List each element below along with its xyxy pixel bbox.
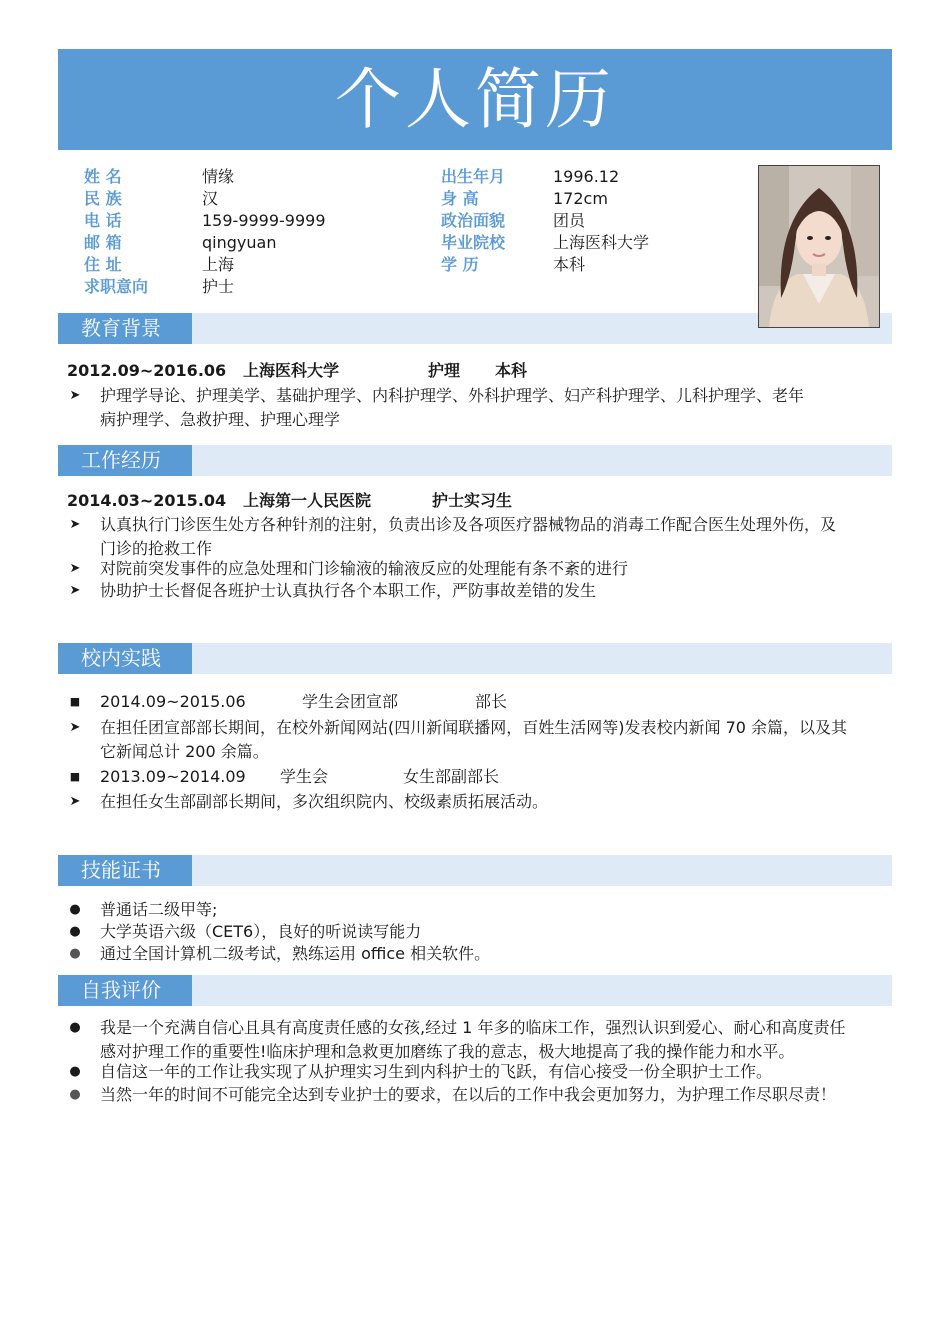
campus-entry-1-desc [100, 716, 890, 764]
info-value-degree: 本科 [553, 255, 586, 274]
dot-bullet-icon: ● [69, 902, 81, 917]
square-bullet-icon: ■ [69, 695, 81, 708]
campus-entry-2-org: 学生会 [280, 767, 329, 786]
arrow-bullet-icon: ➤ [69, 720, 81, 735]
arrow-bullet-icon: ➤ [69, 388, 81, 403]
self-item-3: 当然一年的时间不可能完全达到专业护士的要求，在以后的工作中我会更加努力，为护理工作尽职尽责！ [100, 1085, 837, 1104]
education-courses [100, 384, 890, 432]
education-period: 2012.09~2016.06 [67, 361, 227, 380]
info-value-name: 情缘 [202, 167, 235, 186]
info-label-degree: 学 历 [441, 255, 479, 274]
skill-item-3: 通过全国计算机二级考试，熟练运用 office 相关软件。 [100, 944, 491, 963]
portrait-icon [759, 166, 879, 327]
work-item-1-line2: 门诊的抢救工作 [100, 539, 213, 558]
arrow-bullet-icon: ➤ [69, 583, 81, 598]
education-courses-line1: 护理学导论、护理美学、基础护理学、内科护理学、外科护理学、妇产科护理学、儿科护理学、老年 [100, 386, 805, 405]
education-section-title: 教育背景 [58, 313, 192, 344]
info-label-height: 身 高 [441, 189, 479, 208]
dot-bullet-icon: ● [69, 1064, 81, 1079]
self-item-1-line1: 我是一个充满自信心且具有高度责任感的女孩,经过 1 年多的临床工作，强烈认识到爱心、耐心和高度责任 [100, 1018, 846, 1037]
skills-section-title: 技能证书 [58, 855, 192, 886]
info-label-political: 政治面貌 [441, 211, 506, 230]
info-label-objective: 求职意向 [84, 277, 149, 296]
campus-entry-1-desc-line2: 它新闻总计 200 余篇。 [100, 742, 269, 761]
page-title: 个人简历 [58, 49, 892, 150]
self-item-1 [100, 1016, 890, 1064]
dot-bullet-icon: ● [69, 1087, 81, 1102]
work-item-1 [100, 513, 890, 561]
profile-photo [758, 165, 880, 328]
work-position: 护士实习生 [432, 491, 513, 510]
campus-entry-1-role: 部长 [475, 692, 508, 711]
dot-bullet-icon: ● [69, 946, 81, 961]
campus-entry-2-role: 女生部副部长 [403, 767, 500, 786]
info-value-email: qingyuan [202, 233, 277, 252]
campus-entry-2-period: 2013.09~2014.09 [100, 767, 246, 786]
arrow-bullet-icon: ➤ [69, 794, 81, 809]
info-value-political: 团员 [553, 211, 586, 230]
education-school: 上海医科大学 [243, 361, 340, 380]
info-label-email: 邮 箱 [84, 233, 122, 252]
campus-entry-1-desc-line1: 在担任团宣部部长期间，在校外新闻网站(四川新闻联播网，百姓生活网等)发表校内新闻 70 余篇，以及其 [100, 718, 848, 737]
work-item-1-line1: 认真执行门诊医生处方各种针剂的注射，负责出诊及各项医疗器械物品的消毒工作配合医生处理外伤，及 [100, 515, 837, 534]
info-value-objective: 护士 [202, 277, 235, 296]
arrow-bullet-icon: ➤ [69, 561, 81, 576]
info-label-school: 毕业院校 [441, 233, 506, 252]
work-company: 上海第一人民医院 [243, 491, 372, 510]
campus-entry-1-org: 学生会团宣部 [302, 692, 399, 711]
dot-bullet-icon: ● [69, 924, 81, 939]
work-item-3: 协助护士长督促各班护士认真执行各个本职工作，严防事故差错的发生 [100, 581, 597, 600]
info-label-phone: 电 话 [84, 211, 122, 230]
info-value-height: 172cm [553, 189, 608, 208]
info-value-ethnicity: 汉 [202, 189, 219, 208]
self-section-title: 自我评价 [58, 975, 192, 1006]
info-value-birth: 1996.12 [553, 167, 620, 186]
education-courses-line2: 病护理学、急救护理、护理心理学 [100, 410, 341, 429]
info-label-birth: 出生年月 [441, 167, 506, 186]
education-degree: 本科 [495, 361, 528, 380]
info-label-ethnicity: 民 族 [84, 189, 122, 208]
work-section-title: 工作经历 [58, 445, 192, 476]
campus-entry-1-period: 2014.09~2015.06 [100, 692, 246, 711]
info-value-school: 上海医科大学 [553, 233, 650, 252]
work-item-2: 对院前突发事件的应急处理和门诊输液的输液反应的处理能有条不紊的进行 [100, 559, 629, 578]
skill-item-1: 普通话二级甲等; [100, 900, 218, 919]
skill-item-2: 大学英语六级（CET6），良好的听说读写能力 [100, 922, 422, 941]
campus-section-title: 校内实践 [58, 643, 192, 674]
education-major: 护理 [428, 361, 461, 380]
info-value-phone: 159-9999-9999 [202, 211, 326, 230]
info-label-name: 姓 名 [84, 167, 122, 186]
self-item-1-line2: 感对护理工作的重要性!临床护理和急救更加磨练了我的意志，极大地提高了我的操作能力和水平。 [100, 1042, 795, 1061]
arrow-bullet-icon: ➤ [69, 517, 81, 532]
info-label-address: 住 址 [84, 255, 122, 274]
info-value-address: 上海 [202, 255, 235, 274]
dot-bullet-icon: ● [69, 1020, 81, 1035]
work-period: 2014.03~2015.04 [67, 491, 227, 510]
self-item-2: 自信这一年的工作让我实现了从护理实习生到内科护士的飞跃，有信心接受一份全职护士工作。 [100, 1062, 773, 1081]
campus-entry-2-desc: 在担任女生部副部长期间，多次组织院内、校级素质拓展活动。 [100, 792, 549, 811]
square-bullet-icon: ■ [69, 770, 81, 783]
